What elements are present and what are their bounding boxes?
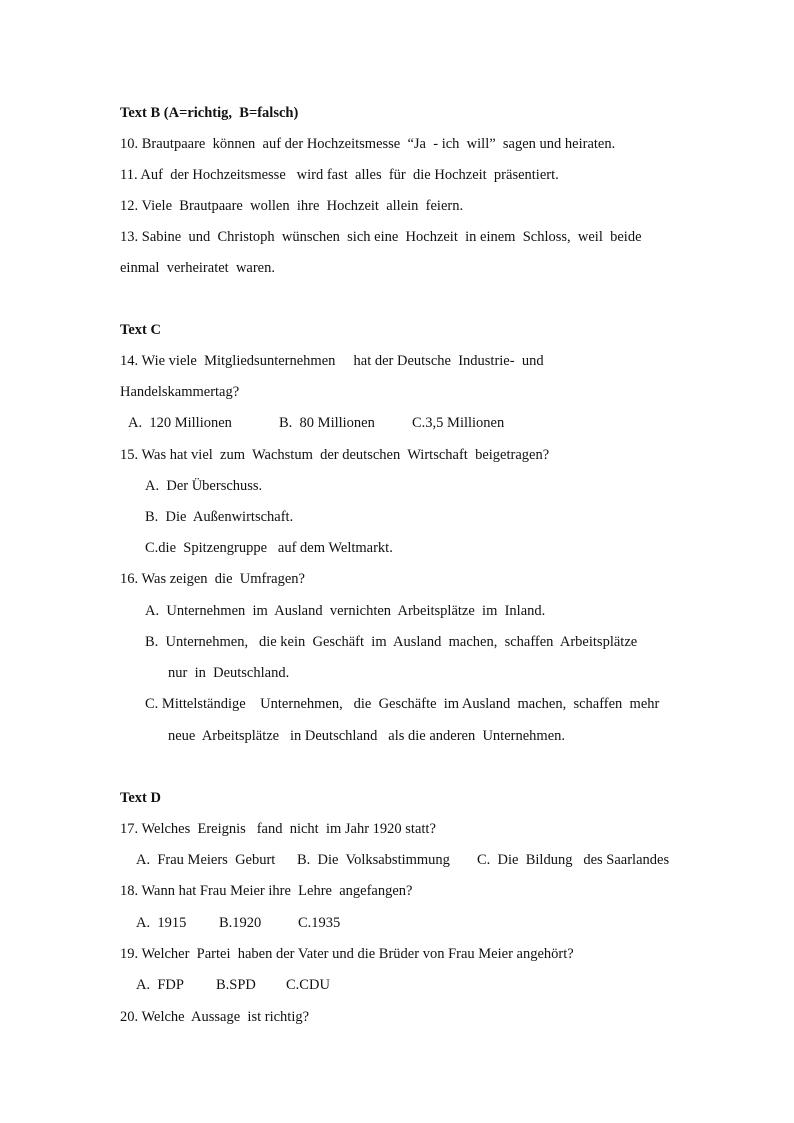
question-19-option-c: C.CDU [286,977,330,993]
question-17: 17. Welches Ereignis fand nicht im Jahr 1920 statt? [120,821,436,837]
question-13-line-1: 13. Sabine und Christoph wünschen sich eine Hochzeit in einem Schloss, weil beide [120,229,642,245]
question-14-option-a: A. 120 Millionen [128,415,232,431]
question-18-option-c: C.1935 [298,915,341,931]
question-18-option-a: A. 1915 [136,915,187,931]
question-16-option-c-line-1: C. Mittelständige Unternehmen, die Geschäfte im Ausland machen, schaffen mehr [145,696,660,712]
question-15: 15. Was hat viel zum Wachstum der deutschen Wirtschaft beigetragen? [120,447,550,463]
question-16-option-b-line-1: B. Unternehmen, die kein Geschäft im Ausland machen, schaffen Arbeitsplätze [145,634,638,650]
question-12: 12. Viele Brautpaare wollen ihre Hochzeit allein feiern. [120,198,464,214]
question-18: 18. Wann hat Frau Meier ihre Lehre angefangen? [120,883,413,899]
question-16-option-b-line-2: nur in Deutschland. [168,665,290,681]
question-15-option-a: A. Der Überschuss. [145,478,263,494]
question-17-option-c: C. Die Bildung des Saarlandes [477,852,670,868]
question-19: 19. Welcher Partei haben der Vater und die Brüder von Frau Meier angehört? [120,946,574,962]
question-15-option-c: C.die Spitzengruppe auf dem Weltmarkt. [145,540,393,556]
question-14-line-2: Handelskammertag? [120,384,240,400]
question-16: 16. Was zeigen die Umfragen? [120,571,305,587]
question-17-option-b: B. Die Volksabstimmung [297,852,450,868]
question-15-option-b: B. Die Außenwirtschaft. [145,509,294,525]
section-heading-text-d: Text D [120,790,161,806]
question-10: 10. Brautpaare können auf der Hochzeitsmesse “Ja - ich will” sagen und heiraten. [120,136,616,152]
question-19-option-a: A. FDP [136,977,184,993]
question-16-option-a: A. Unternehmen im Ausland vernichten Arbeitsplätze im Inland. [145,603,546,619]
question-17-option-a: A. Frau Meiers Geburt [136,852,276,868]
section-heading-text-b: Text B (A=richtig, B=falsch) [120,105,299,121]
section-heading-text-c: Text C [120,322,161,338]
question-14-option-b: B. 80 Millionen [279,415,375,431]
question-19-option-b: B.SPD [216,977,256,993]
question-18-option-b: B.1920 [219,915,262,931]
question-14-option-c: C.3,5 Millionen [412,415,505,431]
question-14-line-1: 14. Wie viele Mitgliedsunternehmen hat der Deutsche Industrie- und [120,353,544,369]
question-20: 20. Welche Aussage ist richtig? [120,1009,310,1025]
question-16-option-c-line-2: neue Arbeitsplätze in Deutschland als die anderen Unternehmen. [168,728,566,744]
question-11: 11. Auf der Hochzeitsmesse wird fast alles für die Hochzeit präsentiert. [120,167,559,183]
question-13-line-2: einmal verheiratet waren. [120,260,275,276]
